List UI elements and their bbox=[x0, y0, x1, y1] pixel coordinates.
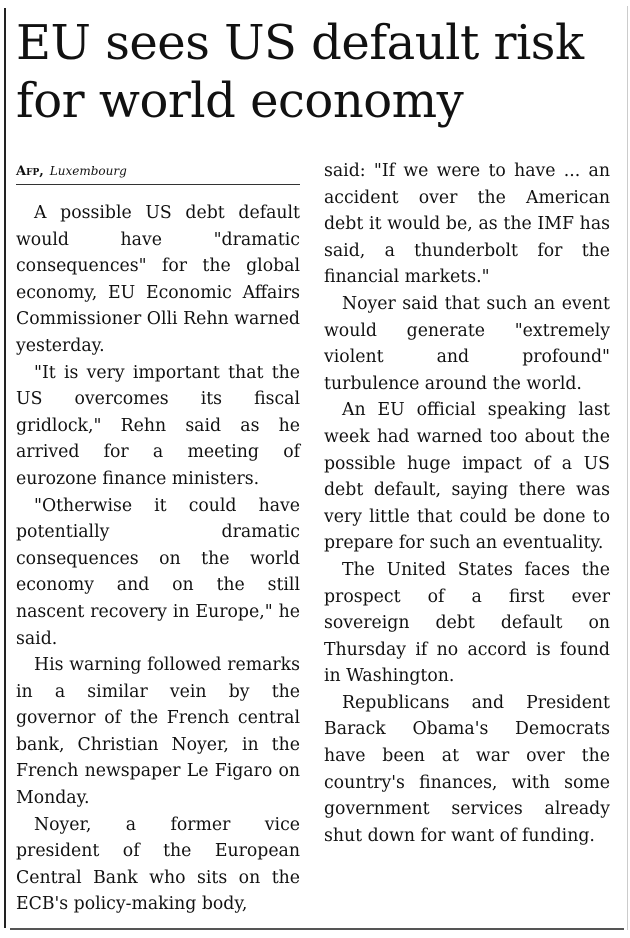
paragraph: An EU official speaking last week had warned too about the possible huge impact of a US debt default, saying there was very little that could be done to prepare for such an eventuality. bbox=[324, 400, 610, 554]
byline bbox=[16, 160, 300, 185]
paragraph: The United States faces the prospect of a first ever sovereign debt default on Thursday if no accord is found in Washington. bbox=[324, 559, 610, 687]
paragraph: "Otherwise it could have potentially dramatic consequences on the world economy and on the still nascent recovery in Europe," he said. bbox=[16, 495, 300, 649]
paragraph: Noyer said that such an event would generate "extremely violent and profound" turbulence around the world. bbox=[324, 293, 610, 394]
byline-place: Luxembourg bbox=[49, 164, 127, 178]
paragraph: "It is very important that the US overcomes its fiscal gridlock," Rehn said as he arrived for a meeting of eurozone finance ministers. bbox=[16, 362, 300, 489]
paragraph-continued: said: "If we were to have ... an accident over the American debt it would be, as the IMF has said, a thunderbolt for the financial markets." bbox=[324, 161, 610, 288]
right-border-rule bbox=[627, 6, 628, 930]
article-column-left bbox=[16, 200, 300, 918]
paragraph: Noyer, a former vice president of the European Central Bank who sits on the ECB's policy-making body, bbox=[16, 814, 300, 915]
bottom-border-rule bbox=[10, 928, 624, 930]
paragraph: Republicans and President Barack Obama's Democrats have been at war over the country's finances, with some government services already shut down for want of funding. bbox=[324, 692, 610, 846]
article-column-right bbox=[324, 158, 610, 849]
headline: EU sees US default risk for world economy bbox=[16, 15, 584, 129]
paragraph: A possible US debt default would have "dramatic consequences" for the global economy, EU Economic Affairs Commissioner Olli Rehn warned yesterday. bbox=[16, 203, 300, 356]
byline-source: Afp, bbox=[16, 164, 44, 179]
paragraph: His warning followed remarks in a similar vein by the governor of the French central bank, Christian Noyer, in the French newspaper Le Figaro on Monday. bbox=[16, 655, 300, 809]
left-border-rule bbox=[4, 8, 6, 928]
